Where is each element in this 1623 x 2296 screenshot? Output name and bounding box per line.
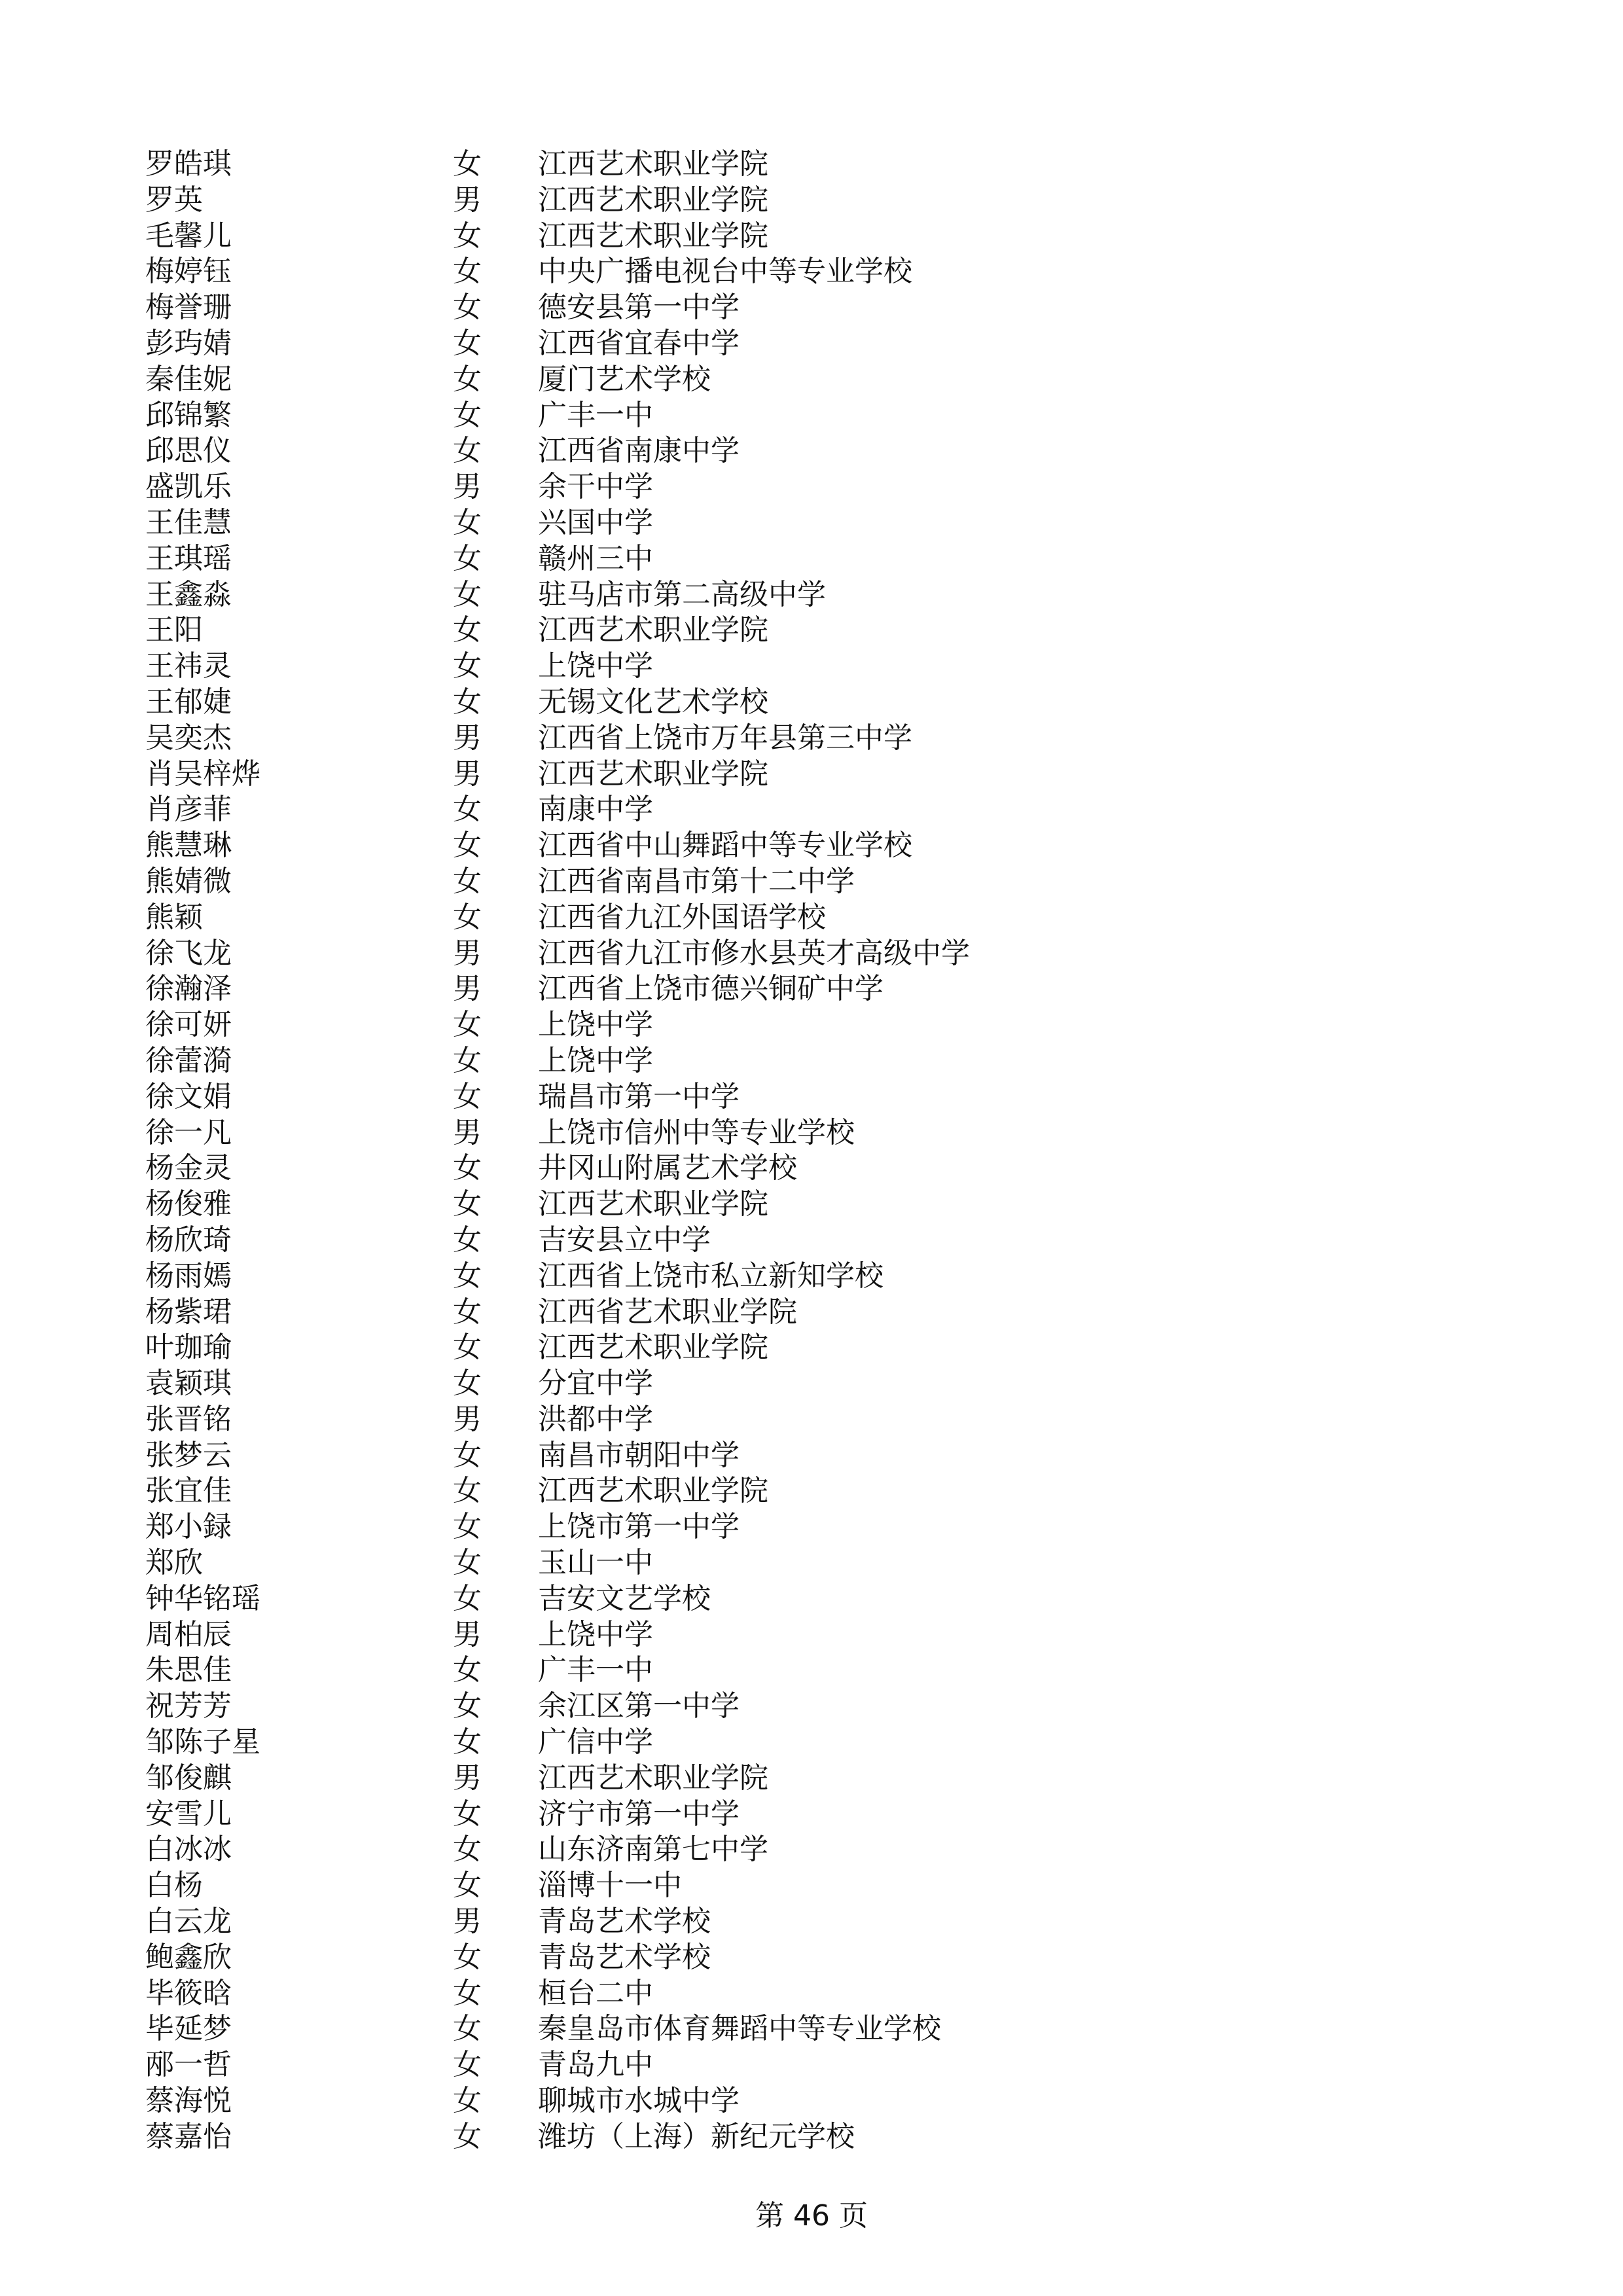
student-name: 邹俊麒	[145, 1761, 232, 1795]
student-name: 徐文娟	[145, 1079, 232, 1113]
student-gender: 男	[453, 1402, 482, 1436]
student-name: 郑欣	[145, 1546, 203, 1580]
student-school: 分宜中学	[538, 1367, 653, 1401]
student-name: 梅婷钰	[145, 255, 232, 289]
table-row	[145, 828, 1389, 864]
student-school: 余干中学	[538, 470, 653, 504]
table-row	[145, 1940, 1389, 1976]
student-gender: 女	[453, 1259, 482, 1293]
table-row	[145, 469, 1389, 505]
student-school: 驻马店市第二高级中学	[538, 577, 826, 611]
table-row	[145, 2011, 1389, 2047]
table-row	[145, 1079, 1389, 1115]
student-gender: 女	[453, 1653, 482, 1687]
student-name: 王郁婕	[145, 685, 232, 719]
table-row	[145, 1115, 1389, 1151]
student-gender: 女	[453, 2012, 482, 2046]
student-name: 王佳慧	[145, 505, 232, 539]
student-school: 上饶中学	[538, 649, 653, 683]
student-gender: 男	[453, 721, 482, 755]
student-gender: 女	[453, 613, 482, 647]
student-name: 熊婧微	[145, 864, 232, 898]
table-row	[145, 1689, 1389, 1725]
table-row	[145, 1402, 1389, 1438]
table-row	[145, 864, 1389, 900]
student-gender: 女	[453, 649, 482, 683]
table-row	[145, 1007, 1389, 1043]
student-gender: 男	[453, 936, 482, 970]
student-school: 江西艺术职业学院	[538, 1331, 768, 1365]
student-name: 杨俊雅	[145, 1187, 232, 1221]
student-name: 张晋铭	[145, 1402, 232, 1436]
student-gender: 女	[453, 291, 482, 325]
student-gender: 女	[453, 1940, 482, 1974]
table-row	[145, 1473, 1389, 1509]
student-name: 吴奕杰	[145, 721, 232, 755]
student-gender: 女	[453, 1474, 482, 1508]
student-school: 兴国中学	[538, 505, 653, 539]
student-school: 南康中学	[538, 793, 653, 827]
student-gender: 男	[453, 470, 482, 504]
table-row	[145, 1797, 1389, 1833]
student-name: 邴一哲	[145, 2048, 232, 2082]
student-name: 徐一凡	[145, 1115, 232, 1149]
table-row	[145, 505, 1389, 541]
student-name: 梅誉珊	[145, 291, 232, 325]
student-school: 井冈山附属艺术学校	[538, 1151, 797, 1185]
student-school: 广丰一中	[538, 1653, 653, 1687]
student-school: 聊城市水城中学	[538, 2084, 740, 2118]
student-name: 邱思仪	[145, 434, 232, 468]
student-name: 肖吴梓烨	[145, 757, 260, 791]
student-name: 邹陈子星	[145, 1725, 260, 1759]
table-row	[145, 1043, 1389, 1079]
student-gender: 女	[453, 255, 482, 289]
student-school: 江西省南康中学	[538, 434, 740, 468]
student-gender: 女	[453, 147, 482, 181]
student-name: 王阳	[145, 613, 203, 647]
student-gender: 女	[453, 1438, 482, 1472]
student-name: 鲍鑫欣	[145, 1940, 232, 1974]
table-row	[145, 685, 1389, 721]
student-school: 潍坊（上海）新纪元学校	[538, 2119, 855, 2153]
student-school: 上饶市信州中等专业学校	[538, 1115, 855, 1149]
student-school: 无锡文化艺术学校	[538, 685, 768, 719]
table-row	[145, 936, 1389, 972]
student-gender: 女	[453, 2048, 482, 2082]
student-gender: 女	[453, 1797, 482, 1831]
student-name: 安雪儿	[145, 1797, 232, 1831]
student-gender: 女	[453, 577, 482, 611]
student-gender: 女	[453, 505, 482, 539]
student-school: 江西省南昌市第十二中学	[538, 864, 855, 898]
student-name: 毛馨儿	[145, 219, 232, 253]
student-gender: 女	[453, 1546, 482, 1580]
student-gender: 女	[453, 2084, 482, 2118]
student-name: 邱锦繁	[145, 398, 232, 432]
page-number: 第 46 页	[755, 2199, 868, 2233]
student-name: 叶珈瑜	[145, 1331, 232, 1365]
student-school: 江西艺术职业学院	[538, 219, 768, 253]
student-gender: 女	[453, 793, 482, 827]
table-row	[145, 398, 1389, 434]
student-school: 江西省中山舞蹈中等专业学校	[538, 829, 912, 863]
student-name: 张梦云	[145, 1438, 232, 1472]
student-name: 杨雨嫣	[145, 1259, 232, 1293]
table-row	[145, 219, 1389, 255]
table-row	[145, 900, 1389, 936]
student-gender: 女	[453, 398, 482, 432]
student-name: 朱思佳	[145, 1653, 232, 1687]
student-school: 青岛艺术学校	[538, 1905, 711, 1939]
student-gender: 女	[453, 1581, 482, 1615]
student-name: 白云龙	[145, 1905, 232, 1939]
student-school: 江西艺术职业学院	[538, 613, 768, 647]
student-name: 袁颖琪	[145, 1367, 232, 1401]
student-name: 王鑫淼	[145, 577, 232, 611]
student-school: 上饶中学	[538, 1008, 653, 1042]
table-row	[145, 362, 1389, 398]
student-gender: 女	[453, 541, 482, 575]
student-gender: 男	[453, 183, 482, 217]
student-school: 江西艺术职业学院	[538, 147, 768, 181]
student-gender: 女	[453, 1151, 482, 1185]
student-gender: 女	[453, 1008, 482, 1042]
student-gender: 女	[453, 1331, 482, 1365]
table-row	[145, 1223, 1389, 1259]
table-row	[145, 1976, 1389, 2012]
student-name: 彭玙婧	[145, 326, 232, 360]
student-school: 南昌市朝阳中学	[538, 1438, 740, 1472]
student-name: 秦佳妮	[145, 362, 232, 396]
student-gender: 女	[453, 1833, 482, 1867]
student-school: 江西艺术职业学院	[538, 1187, 768, 1221]
student-school: 瑞昌市第一中学	[538, 1079, 740, 1113]
table-row	[145, 1832, 1389, 1868]
table-row	[145, 1438, 1389, 1474]
student-gender: 女	[453, 1510, 482, 1544]
student-gender: 女	[453, 1079, 482, 1113]
student-name: 熊慧琳	[145, 829, 232, 863]
table-row	[145, 1904, 1389, 1940]
student-school: 中央广播电视台中等专业学校	[538, 255, 912, 289]
table-row	[145, 2119, 1389, 2155]
student-gender: 女	[453, 1043, 482, 1077]
table-row	[145, 1545, 1389, 1581]
table-row	[145, 183, 1389, 219]
student-name: 郑小録	[145, 1510, 232, 1544]
student-name: 徐飞龙	[145, 936, 232, 970]
student-school: 上饶中学	[538, 1043, 653, 1077]
student-gender: 男	[453, 1617, 482, 1651]
student-gender: 女	[453, 900, 482, 934]
student-school: 上饶中学	[538, 1617, 653, 1651]
student-name: 蔡海悦	[145, 2084, 232, 2118]
student-name: 徐蕾漪	[145, 1043, 232, 1077]
student-gender: 男	[453, 1905, 482, 1939]
table-row	[145, 2083, 1389, 2119]
student-school: 上饶市第一中学	[538, 1510, 740, 1544]
table-row	[145, 1509, 1389, 1545]
student-school: 赣州三中	[538, 541, 653, 575]
student-school: 江西省艺术职业学院	[538, 1295, 797, 1329]
student-gender: 女	[453, 326, 482, 360]
student-school: 青岛艺术学校	[538, 1940, 711, 1974]
student-name: 白冰冰	[145, 1833, 232, 1867]
student-school: 江西省九江市修水县英才高级中学	[538, 936, 970, 970]
student-name: 杨金灵	[145, 1151, 232, 1185]
student-name: 祝芳芳	[145, 1689, 232, 1723]
table-row	[145, 1761, 1389, 1797]
student-gender: 女	[453, 219, 482, 253]
student-school: 江西省上饶市私立新知学校	[538, 1259, 883, 1293]
table-row	[145, 1725, 1389, 1761]
table-row	[145, 1366, 1389, 1402]
student-school: 洪都中学	[538, 1402, 653, 1436]
student-gender: 女	[453, 1223, 482, 1257]
student-gender: 女	[453, 362, 482, 396]
student-gender: 女	[453, 1689, 482, 1723]
student-gender: 男	[453, 972, 482, 1006]
student-school: 厦门艺术学校	[538, 362, 711, 396]
student-school: 玉山一中	[538, 1546, 653, 1580]
student-school: 桓台二中	[538, 1976, 653, 2010]
student-gender: 女	[453, 1725, 482, 1759]
student-name: 杨欣琦	[145, 1223, 232, 1257]
student-gender: 女	[453, 1295, 482, 1329]
student-roster	[145, 147, 1389, 2155]
table-row	[145, 1868, 1389, 1904]
student-gender: 男	[453, 1761, 482, 1795]
table-row	[145, 1187, 1389, 1223]
table-row	[145, 1653, 1389, 1689]
student-gender: 女	[453, 685, 482, 719]
table-row	[145, 1617, 1389, 1653]
student-name: 杨紫珺	[145, 1295, 232, 1329]
student-school: 山东济南第七中学	[538, 1833, 768, 1867]
student-gender: 女	[453, 434, 482, 468]
student-gender: 女	[453, 1187, 482, 1221]
student-name: 徐可妍	[145, 1008, 232, 1042]
student-gender: 女	[453, 1367, 482, 1401]
student-name: 毕筱晗	[145, 1976, 232, 2010]
student-school: 淄博十一中	[538, 1869, 682, 1903]
student-gender: 女	[453, 829, 482, 863]
student-name: 熊颖	[145, 900, 203, 934]
table-row	[145, 971, 1389, 1007]
student-name: 肖彦菲	[145, 793, 232, 827]
student-school: 广丰一中	[538, 398, 653, 432]
table-row	[145, 1151, 1389, 1187]
table-row	[145, 1295, 1389, 1331]
student-school: 秦皇岛市体育舞蹈中等专业学校	[538, 2012, 941, 2046]
table-row	[145, 1259, 1389, 1295]
student-name: 王琪瑶	[145, 541, 232, 575]
student-school: 江西省上饶市万年县第三中学	[538, 721, 912, 755]
table-row	[145, 541, 1389, 577]
student-name: 毕延梦	[145, 2012, 232, 2046]
student-name: 王祎灵	[145, 649, 232, 683]
student-school: 广信中学	[538, 1725, 653, 1759]
student-school: 济宁市第一中学	[538, 1797, 740, 1831]
table-row	[145, 1581, 1389, 1617]
student-gender: 男	[453, 757, 482, 791]
student-gender: 女	[453, 864, 482, 898]
student-school: 江西省宜春中学	[538, 326, 740, 360]
table-row	[145, 2047, 1389, 2083]
student-school: 江西艺术职业学院	[538, 183, 768, 217]
student-name: 白杨	[145, 1869, 203, 1903]
student-gender: 女	[453, 1976, 482, 2010]
student-name: 蔡嘉怡	[145, 2119, 232, 2153]
table-row	[145, 577, 1389, 613]
table-row	[145, 1330, 1389, 1366]
student-school: 江西艺术职业学院	[538, 1761, 768, 1795]
student-gender: 女	[453, 2119, 482, 2153]
table-row	[145, 326, 1389, 362]
student-school: 江西省九江外国语学校	[538, 900, 826, 934]
student-school: 江西艺术职业学院	[538, 757, 768, 791]
student-name: 徐瀚泽	[145, 972, 232, 1006]
table-row	[145, 757, 1389, 793]
student-name: 盛凯乐	[145, 470, 232, 504]
table-row	[145, 433, 1389, 469]
student-gender: 男	[453, 1115, 482, 1149]
student-school: 吉安文艺学校	[538, 1581, 711, 1615]
table-row	[145, 721, 1389, 757]
student-name: 张宜佳	[145, 1474, 232, 1508]
student-school: 德安县第一中学	[538, 291, 740, 325]
table-row	[145, 613, 1389, 649]
table-row	[145, 147, 1389, 183]
student-school: 江西省上饶市德兴铜矿中学	[538, 972, 883, 1006]
table-row	[145, 254, 1389, 290]
student-school: 青岛九中	[538, 2048, 653, 2082]
table-row	[145, 792, 1389, 828]
student-gender: 女	[453, 1869, 482, 1903]
table-row	[145, 290, 1389, 326]
student-name: 罗皓琪	[145, 147, 232, 181]
student-name: 罗英	[145, 183, 203, 217]
student-school: 余江区第一中学	[538, 1689, 740, 1723]
student-school: 吉安县立中学	[538, 1223, 711, 1257]
student-name: 钟华铭瑶	[145, 1581, 260, 1615]
table-row	[145, 649, 1389, 685]
student-school: 江西艺术职业学院	[538, 1474, 768, 1508]
student-name: 周柏辰	[145, 1617, 232, 1651]
